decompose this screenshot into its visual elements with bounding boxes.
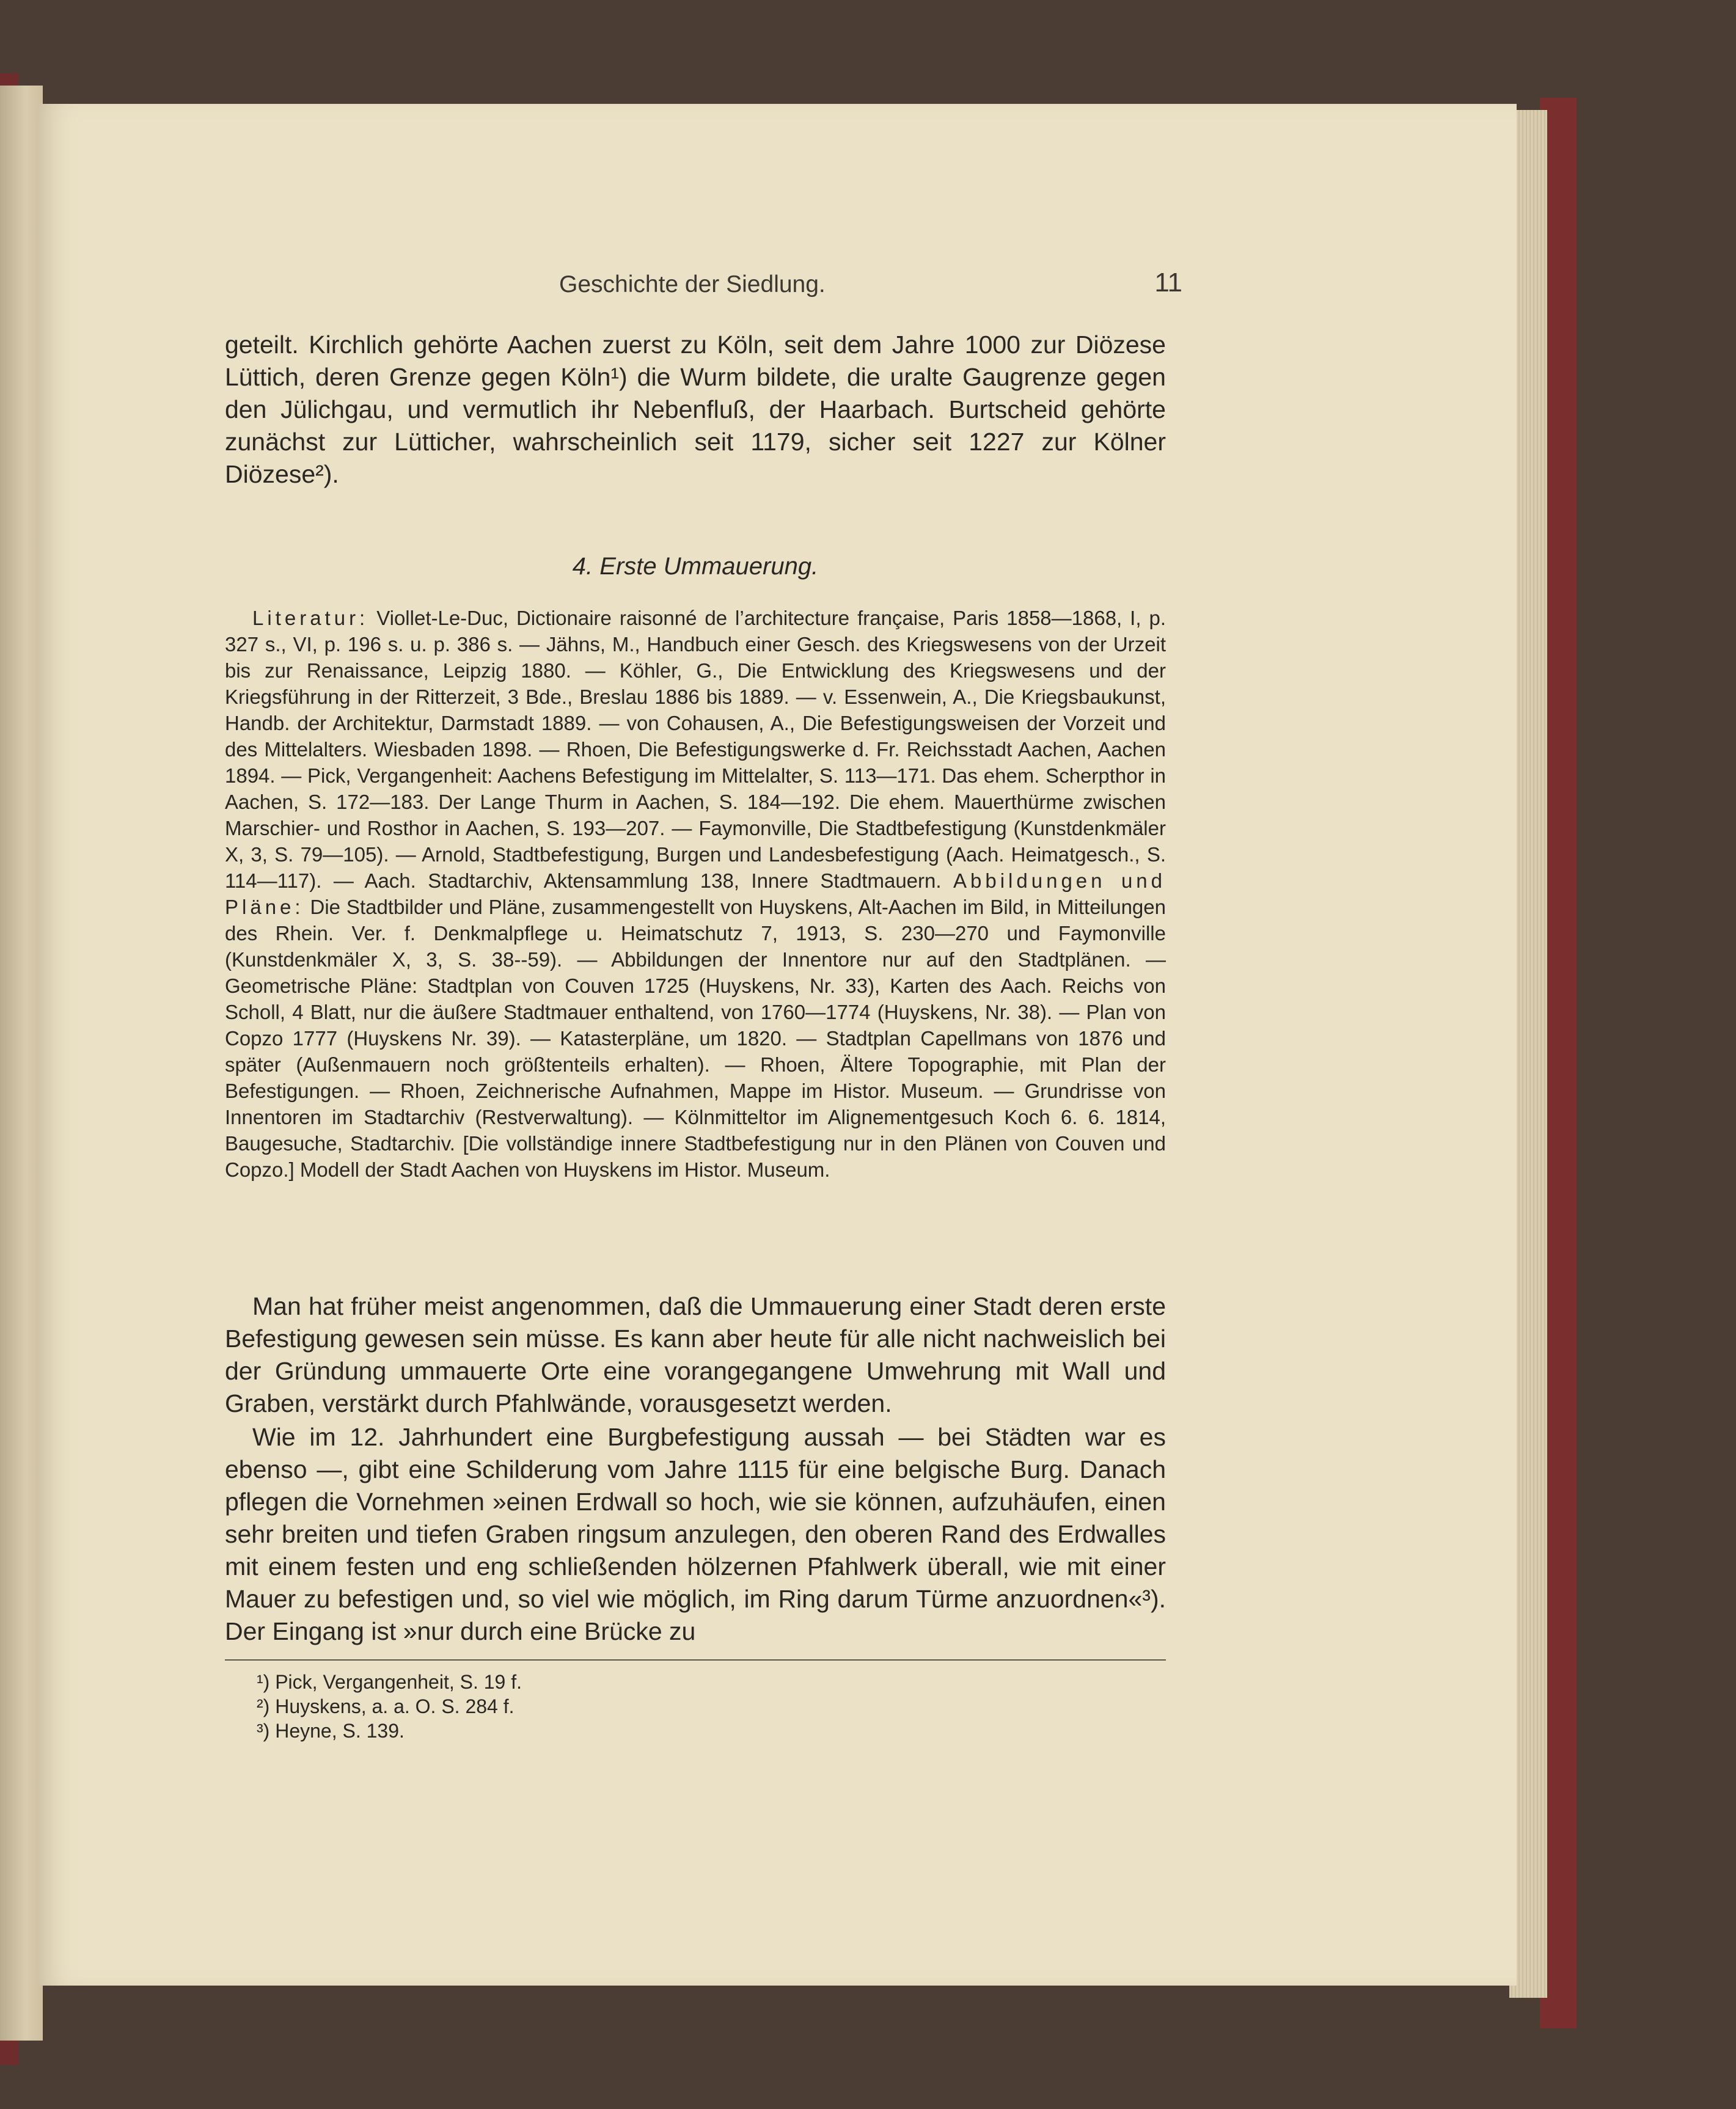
footnote-1: ¹) Pick, Vergangenheit, S. 19 f.	[257, 1671, 522, 1693]
illustrations-label: Abbildungen und Pläne:	[225, 869, 1166, 918]
page-number: 11	[1154, 268, 1182, 298]
paragraph-3: Wie im 12. Jahrhundert eine Burgbefestigung aussah — bei Städten war es ebenso —, gibt eine Schilderung vom Jahre 1115 für eine belgische Burg. Danach pflegen die Vornehmen »einen Erdwall so hoch, wie sie können, aufzuhäufen, einen sehr breiten und tiefen Graben ringsum anzulegen, den oberen Rand des Erdwalles mit einem festen und eng schließenden hölzernen Pfahlwerk überall, wie mit einer Mauer zu befestigen und, so viel wie möglich, im Ring darum Türme anzuordnen«³). Der Eingang ist »nur durch eine Brücke zu	[225, 1423, 1166, 1645]
paragraph-1: geteilt. Kirchlich gehörte Aachen zuerst zu Köln, seit dem Jahre 1000 zur Diözese Lüttich, deren Grenze gegen Köln¹) die Wurm bildete, die uralte Gaugrenze gegen den Jülichgau, und vermutlich ihr Nebenfluß, der Haarbach. Burtscheid gehörte zunächst zur Lütticher, wahrscheinlich seit 1179, sicher seit 1227 zur Kölner Diözese²).	[225, 331, 1166, 488]
literature-label: Literatur:	[252, 607, 369, 629]
footnotes	[257, 1670, 990, 1743]
footnote-2: ²) Huyskens, a. a. O. S. 284 f.	[257, 1695, 515, 1717]
footnote-rule	[225, 1659, 1166, 1661]
left-page-edge	[0, 86, 43, 2041]
illustrations-text: Die Stadtbilder und Pläne, zusammengestellt von Huyskens, Alt-Aachen im Bild, in Mitteilungen des Rhein. Ver. f. Denkmalpflege u. Heimatschutz 7, 1913, S. 230—270 und Faymonville (Kunstdenkmäler X, 3, S. 38--59). — Abbildungen der Innentore nur auf den Stadtplänen. — Geometrische Pläne: Stadtplan von Couven 1725 (Huyskens, Nr. 33), Karten des Aach. Reichs von Scholl, 4 Blatt, nur die äußere Stadtmauer enthaltend, von 1760—1774 (Huyskens, Nr. 38). — Plan von Copzo 1777 (Huyskens Nr. 39). — Katasterpläne, um 1820. — Stadtplan Capellmans von 1876 und später (Außenmauern noch größtenteils erhalten). — Rhoen, Ältere Topographie, mit Plan der Befestigungen. — Rhoen, Zeichnerische Aufnahmen, Mappe im Histor. Museum. — Grundrisse von Innentoren im Stadtarchiv (Restverwaltung). — Kölnmitteltor im Alignementgesuch Koch 6. 6. 1814, Baugesuche, Stadtarchiv. [Die vollständige innere Stadtbefestigung nur in den Plänen von Couven und Copzo.] Modell der Stadt Aachen von Huyskens im Histor. Museum.	[225, 896, 1166, 1181]
paragraph-2: Man hat früher meist angenommen, daß die Ummauerung einer Stadt deren erste Befestigung gewesen sein müsse. Es kann aber heute für alle nicht nachweislich bei der Gründung ummauerte Orte eine vorangegangene Umwehrung mit Wall und Graben, verstärkt durch Pfahlwände, vorausgesetzt werden.	[225, 1292, 1166, 1417]
running-title: Geschichte der Siedlung.	[559, 271, 826, 298]
literature-text: Viollet-Le-Duc, Dictionaire raisonné de l’architecture française, Paris 1858—1868, I, p. 327 s., VI, p. 196 s. u. p. 386 s. — Jähns, M., Handbuch einer Gesch. des Kriegswesens von der Urzeit bis zur Renaissance, Leipzig 1880. — Köhler, G., Die Entwicklung des Kriegswesens und der Kriegsführung in der Ritterzeit, 3 Bde., Breslau 1886 bis 1889. — v. Essenwein, A., Die Kriegsbaukunst, Handb. der Architektur, Darmstadt 1889. — von Cohausen, A., Die Befestigungsweisen der Vorzeit und des Mittelalters. Wiesbaden 1898. — Rhoen, Die Befestigungswerke d. Fr. Reichsstadt Aachen, Aachen 1894. — Pick, Vergangenheit: Aachens Befestigung im Mittelalter, S. 113—171. Das ehem. Scherpthor in Aachen, S. 172—183. Der Lange Thurm in Aachen, S. 184—192. Die ehem. Mauerthürme zwischen Marschier- und Rosthor in Aachen, S. 193—207. — Faymonville, Die Stadtbefestigung (Kunstdenkmäler X, 3, S. 79—105). — Arnold, Stadtbefestigung, Burgen und Landesbefestigung (Aach. Heimatgesch., S. 114—117). — Aach. Stadtarchiv, Aktensammlung 138, Innere Stadtmauern.	[225, 607, 1166, 892]
literature-block	[225, 605, 1166, 1183]
section-title: 4. Erste Ummauerung.	[572, 553, 819, 580]
footnote-3: ³) Heyne, S. 139.	[257, 1720, 405, 1742]
